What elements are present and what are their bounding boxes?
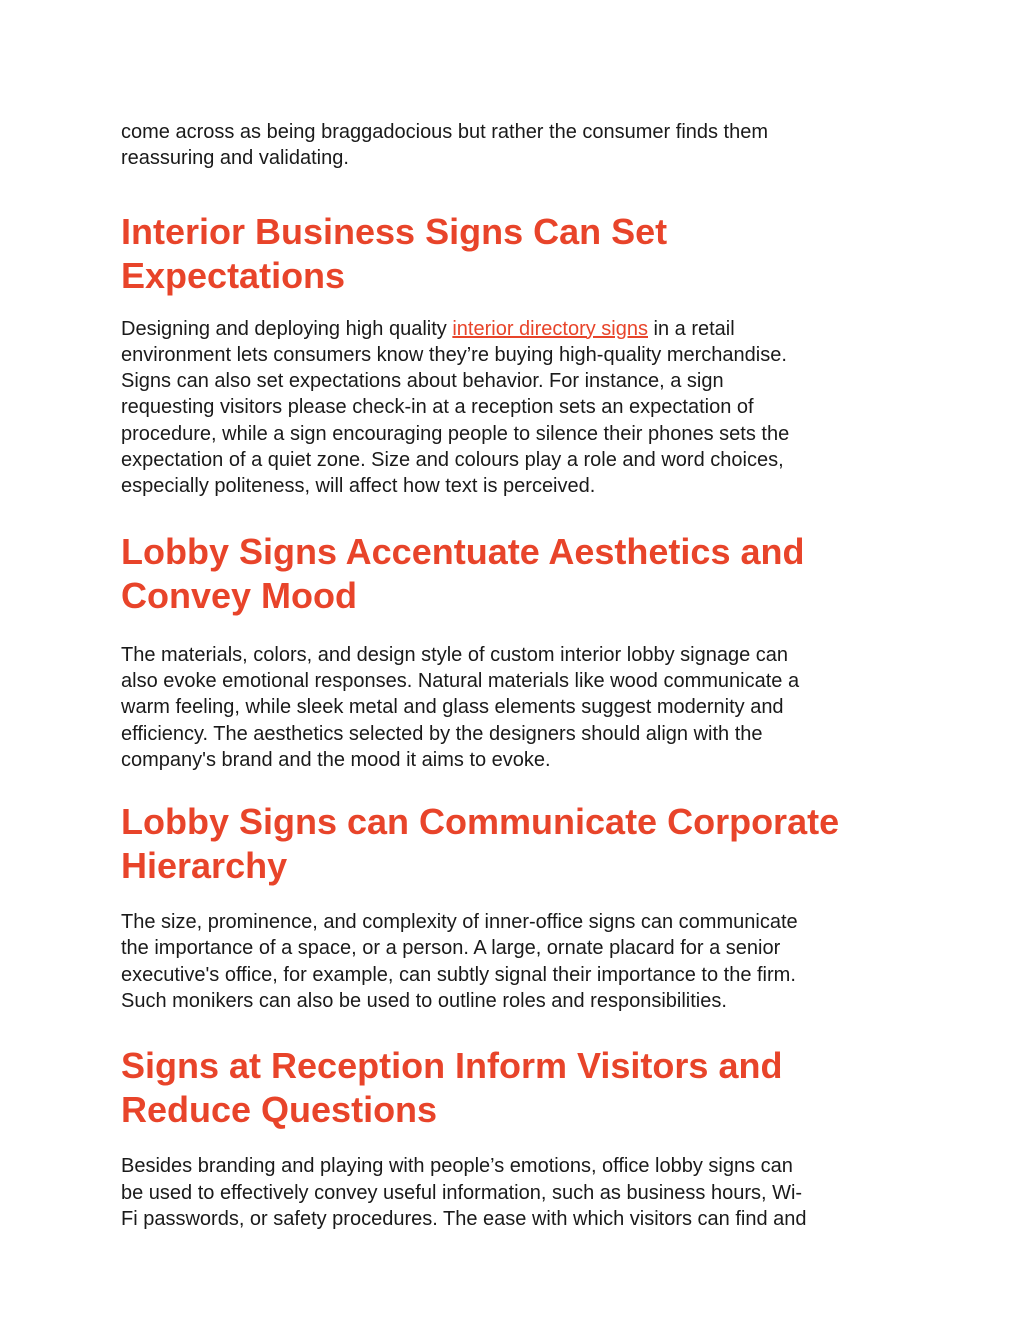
interior-directory-signs-link[interactable]: interior directory signs xyxy=(452,317,648,340)
paragraph-line: be used to effectively convey useful information, such as business hours, Wi- xyxy=(121,1181,803,1204)
section-heading-reception-signs xyxy=(121,1044,911,1132)
paragraph-line: Fi passwords, or safety procedures. The ease with which visitors can find and xyxy=(121,1207,807,1230)
intro-paragraph xyxy=(121,119,911,172)
paragraph-line: The materials, colors, and design style of custom interior lobby signage can xyxy=(121,643,789,666)
paragraph-line xyxy=(121,316,911,342)
paragraph-line: especially politeness, will affect how text is perceived. xyxy=(121,475,596,498)
section-heading-lobby-signs-aesthetics xyxy=(121,530,911,618)
paragraph-line: The size, prominence, and complexity of inner-office signs can communicate xyxy=(121,911,798,934)
heading-line: Lobby Signs can Communicate Corporate xyxy=(121,801,840,843)
paragraph-line: Such monikers can also be used to outline roles and responsibilities. xyxy=(121,990,727,1013)
heading-line: Signs at Reception Inform Visitors and xyxy=(121,1045,783,1087)
paragraph-line: reassuring and validating. xyxy=(121,147,349,170)
paragraph-line: requesting visitors please check-in at a reception sets an expectation of xyxy=(121,396,754,419)
paragraph-line: come across as being braggadocious but rather the consumer finds them xyxy=(121,121,769,143)
section2-paragraph xyxy=(121,642,911,773)
paragraph-line: expectation of a quiet zone. Size and colours play a role and word choices, xyxy=(121,449,784,472)
section-heading-corporate-hierarchy xyxy=(121,800,911,888)
paragraph-line: Signs can also set expectations about behavior. For instance, a sign xyxy=(121,370,724,393)
paragraph-line: the importance of a space, or a person. A large, ornate placard for a senior xyxy=(121,937,781,960)
paragraph-text: Designing and deploying high quality xyxy=(121,317,453,340)
heading-line: Lobby Signs Accentuate Aesthetics and xyxy=(121,530,805,572)
heading-line: Hierarchy xyxy=(121,845,288,887)
section4-paragraph xyxy=(121,1153,911,1232)
paragraph-text: in a retail xyxy=(647,317,735,340)
heading-line: Reduce Questions xyxy=(121,1089,438,1131)
paragraph-line: environment lets consumers know they’re buying high-quality merchandise. xyxy=(121,343,787,366)
heading-line: Interior Business Signs Can Set xyxy=(121,210,668,252)
paragraph-line: also evoke emotional responses. Natural materials like wood communicate a xyxy=(121,669,800,692)
paragraph-line: executive's office, for example, can subtly signal their importance to the firm. xyxy=(121,963,796,986)
section-heading-interior-business-signs xyxy=(121,210,911,298)
paragraph-line: efficiency. The aesthetics selected by the designers should align with the xyxy=(121,722,763,745)
section1-paragraph xyxy=(121,316,911,500)
section3-paragraph xyxy=(121,909,911,1014)
paragraph-line: company's brand and the mood it aims to evoke. xyxy=(121,748,551,771)
paragraph-line: warm feeling, while sleek metal and glass elements suggest modernity and xyxy=(121,696,784,719)
paragraph-line: Besides branding and playing with people’s emotions, office lobby signs can xyxy=(121,1155,793,1178)
document-page xyxy=(121,119,911,1232)
heading-line: Expectations xyxy=(121,254,346,296)
paragraph-line: procedure, while a sign encouraging people to silence their phones sets the xyxy=(121,422,790,445)
heading-line: Convey Mood xyxy=(121,574,358,616)
